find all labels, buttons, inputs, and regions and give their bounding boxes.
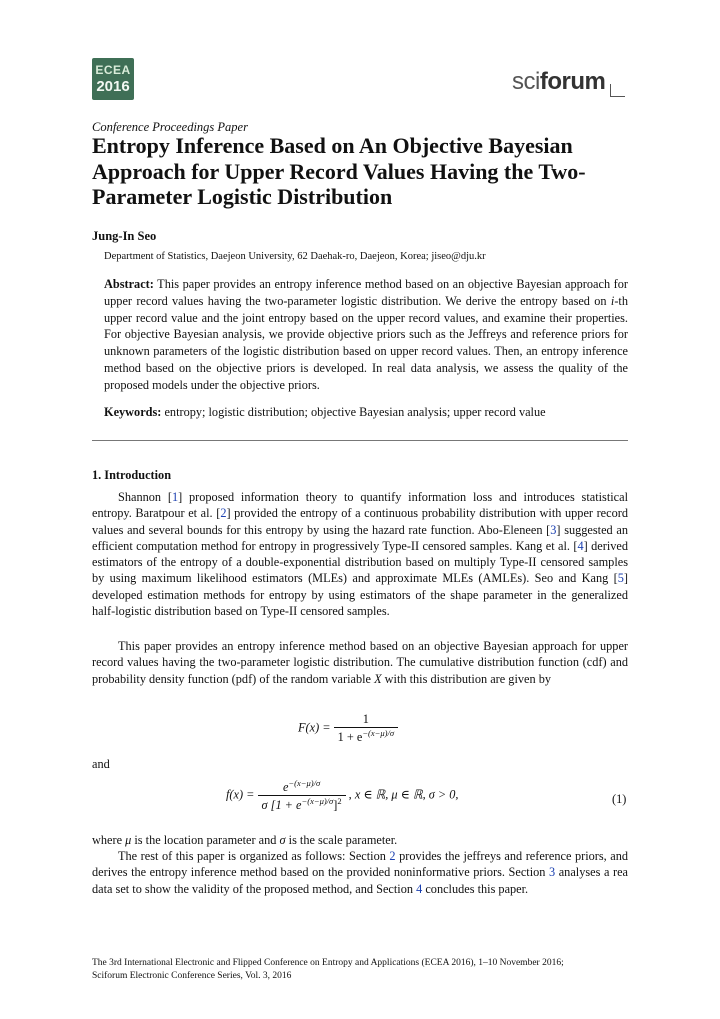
page-footer	[92, 957, 652, 983]
brand-thin: sci	[512, 68, 540, 95]
variable-x: X	[374, 671, 382, 686]
section-heading: 1. Introduction	[92, 468, 172, 482]
p4-text-a: The rest of this paper is organized as follows: Section	[118, 849, 390, 863]
symbol-mu: μ	[125, 833, 132, 847]
p1-text-b: ] proposed information theory to quantify information loss and introduces statistical entropy. Baratpour et al. [	[92, 490, 628, 521]
p3-text-c: is the scale parameter.	[285, 833, 398, 847]
abstract-text-1: This paper provides an entropy inference method based on an objective Bayesian approach for upper record values having the two-parameter logistic distribution. We derive the entropy based on	[104, 277, 628, 308]
logo-hook-mark	[610, 84, 625, 97]
keywords-text: entropy; logistic distribution; objective Bayesian analysis; upper record value	[161, 405, 546, 419]
pdf-numerator	[258, 778, 346, 796]
intro-paragraph-4	[92, 848, 628, 897]
pdf-den-power: 2	[337, 796, 342, 807]
pdf-num-base: e	[282, 780, 289, 795]
p4-text-c: analyses a rea data set to show the validity of the proposed method, and Section	[92, 865, 628, 896]
pdf-conditions: , x ∈ ℝ, μ ∈ ℝ, σ > 0,	[348, 787, 459, 802]
section-link[interactable]: 2	[389, 849, 396, 863]
citation-link[interactable]: 2	[220, 506, 227, 521]
paper-title: Entropy Inference Based on An Objective Bayesian Approach for Upper Record Values Having the Two-Parameter Logistic Distribution	[92, 133, 586, 209]
cdf-fraction	[334, 712, 398, 745]
citation-link[interactable]: 3	[550, 522, 557, 537]
pdf-denominator	[258, 796, 346, 813]
pdf-den-close: ]	[333, 798, 338, 813]
intro-paragraph-1	[92, 489, 628, 619]
p2-text-b: with this distribution are given by	[381, 671, 552, 686]
symbol-sigma: σ	[279, 833, 286, 847]
p1-text-d: ] suggested an efficient computation method for entropy in progressively Type-II censored samples. Kang et al. [	[92, 522, 628, 553]
pdf-lhs: f(x) =	[226, 787, 258, 802]
abstract-label: Abstract:	[104, 277, 154, 291]
citation-link[interactable]: 4	[577, 538, 584, 553]
pdf-equation	[226, 778, 458, 813]
section-link[interactable]: 4	[416, 881, 423, 896]
cdf-den-base: 1 + e	[337, 730, 363, 745]
paper-type: Conference Proceedings Paper	[92, 120, 248, 134]
affiliation: Department of Statistics, Daejeon University, 62 Daehak-ro, Daejeon, Korea; jiseo@dju.kr	[104, 251, 486, 262]
footer-line-1: The 3rd International Electronic and Flipped Conference on Entropy and Applications (ECEA 2016), 1–10 November 2016;	[92, 958, 564, 968]
connector-text: and	[92, 757, 110, 771]
p2-text-a: This paper provides an entropy inference method based on an objective Bayesian approach for upper record values having the two-parameter logistic distribution. The cumulative distribution function (cdf) and probability density function (pdf) of the random variable	[92, 639, 628, 686]
p3-text-b: is the location parameter and	[131, 833, 280, 847]
citation-link[interactable]: 5	[617, 571, 624, 586]
cdf-equation	[298, 712, 398, 745]
logo-line1: ECEA	[95, 63, 131, 77]
keywords-label: Keywords:	[104, 405, 162, 419]
pdf-den-base: σ [1 + e	[261, 798, 302, 813]
abstract	[104, 276, 628, 394]
header-divider	[92, 440, 628, 441]
pdf-den-exponent: −(x−μ)/σ	[301, 796, 334, 807]
p1-text-c: ] provided the entropy of a continuous probability distribution with upper record values and several bounds for this entropy by using the hazard rate function. Abo-Eleneen [	[92, 506, 628, 537]
abstract-text-2: -th upper record value and the joint entropy based on the upper record values, and examine their properties. For objective Bayesian analysis, we provide objective priors such as the Jeffreys and reference priors for unknown parameters of the logistic distribution based on upper record values. Then, an entropy inference method based on the objective priors is developed. In real data analysis, we assess the quality of the proposed models under the objective priors.	[104, 293, 628, 392]
abstract-i: i	[610, 293, 615, 308]
p1-text-a: Shannon [	[118, 490, 172, 504]
citation-link[interactable]: 1	[171, 490, 179, 504]
sciforum-logo	[512, 68, 605, 96]
equation-number: (1)	[612, 792, 627, 806]
intro-paragraph-3	[92, 832, 628, 848]
p3-text-a: where	[92, 833, 126, 847]
section-link[interactable]: 3	[549, 865, 556, 880]
brand-bold: forum	[539, 68, 606, 95]
cdf-den-exponent: −(x−μ)/σ	[362, 728, 395, 738]
author-name: Jung-In Seo	[92, 229, 157, 243]
keywords	[104, 405, 628, 420]
p4-text-b: provides the jeffreys and reference priors, and derives the entropy inference method based on the provided noninformative priors. Section	[92, 849, 629, 880]
footer-line-2: Sciforum Electronic Conference Series, Vol. 3, 2016	[92, 971, 292, 981]
cdf-denominator	[334, 728, 398, 745]
cdf-lhs: F(x) =	[298, 720, 334, 735]
conference-logo	[92, 58, 134, 100]
p1-text-f: ] developed estimation methods for entropy by using estimators of the shape parameter in the generalized half-logistic distribution based on Type-II censored samples.	[92, 571, 628, 619]
pdf-num-exponent: −(x−μ)/σ	[288, 778, 321, 788]
p1-text-e: ] derived estimators of the entropy of a double-exponential distribution based on multiply Type-II censored samples by using maximum likelihood estimators (MLEs) and approximate MLEs (AMLEs). Seo and Kang [	[92, 538, 628, 586]
cdf-numerator: 1	[334, 712, 398, 728]
logo-line2: 2016	[96, 78, 130, 95]
intro-paragraph-2	[92, 638, 628, 687]
pdf-fraction	[258, 778, 346, 813]
p4-text-d: concludes this paper.	[422, 881, 529, 896]
